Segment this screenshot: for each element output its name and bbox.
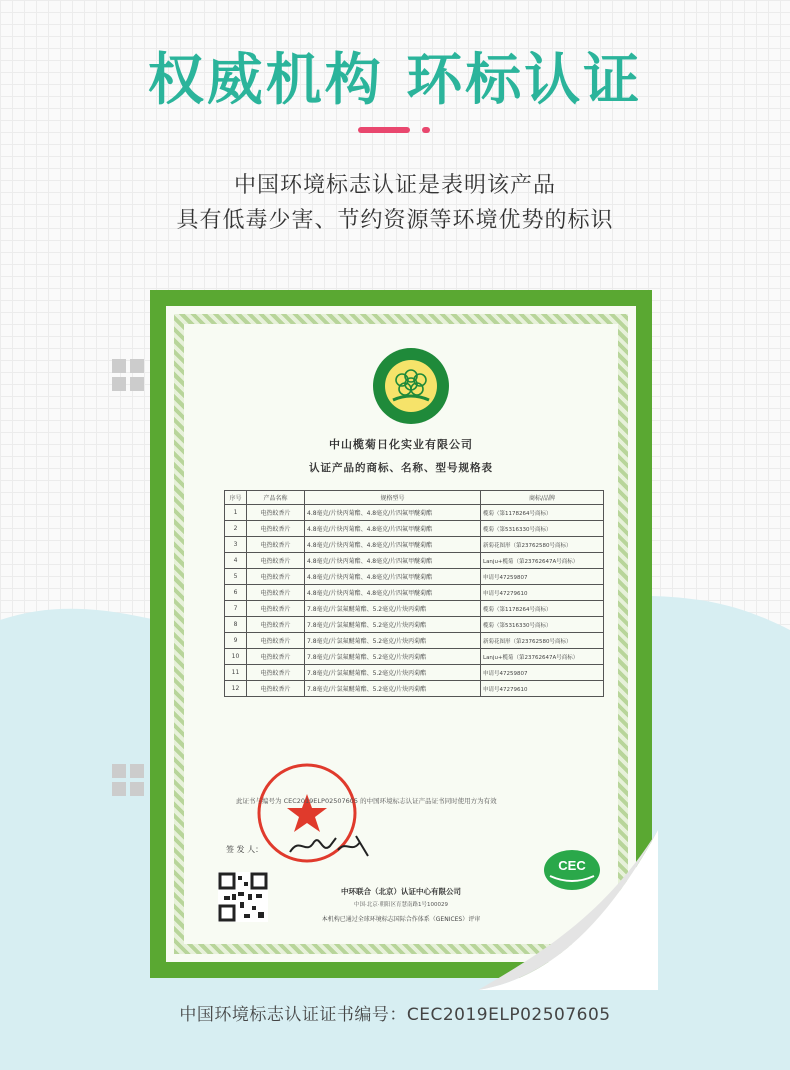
table-row [225,681,604,697]
table-cell: 电热蚊香片 [247,681,305,697]
table-cell: 1 [225,505,247,521]
column-header: 商标/品牌 [481,491,604,505]
table-row [225,521,604,537]
table-cell: 电热蚊香片 [247,633,305,649]
table-row [225,537,604,553]
certificate-caption: 中国环境标志认证证书编号：CEC2019ELP02507605 [179,1005,611,1025]
table-row [225,633,604,649]
issuer-membership: 本机构已通过全球环境标志国际合作体系（GENICES）评审 [321,916,481,923]
table-cell: 7.8毫克/片氯氟醚菊酯、5.2毫克/片炔丙菊酯 [305,617,481,633]
table-cell: 新菊花图形（第23762580号商标） [481,633,604,649]
table-cell: 4.8毫克/片炔丙菊酯、4.8毫克/片四氟甲醚菊酯 [305,585,481,601]
table-cell: 电热蚊香片 [247,569,305,585]
certificate-table [224,490,604,697]
table-cell: 11 [225,665,247,681]
certificate-note: 此证书与编号为 CEC2019ELP02507605 的中国环境标志认证产品证书同时使用方为有效 [236,797,497,805]
table-row [225,569,604,585]
certificate-company: 中山榄菊日化实业有限公司 [329,438,473,451]
table-cell: 3 [225,537,247,553]
table-header-row [225,491,604,505]
table-cell: 4.8毫克/片炔丙菊酯、4.8毫克/片四氟甲醚菊酯 [305,569,481,585]
table-cell: 电热蚊香片 [247,649,305,665]
table-cell: 5 [225,569,247,585]
signer-label: 签 发 人： [226,845,264,854]
table-cell: 电热蚊香片 [247,537,305,553]
table-cell: 电热蚊香片 [247,521,305,537]
table-cell: 7.8毫克/片氯氟醚菊酯、5.2毫克/片炔丙菊酯 [305,665,481,681]
table-cell: Lanju+榄菊（第23762647A号商标） [481,649,604,665]
table-cell: 申请号47279610 [481,585,604,601]
table-cell: 榄菊（第1178264号商标） [481,601,604,617]
table-cell: 4.8毫克/片炔丙菊酯、4.8毫克/片四氟甲醚菊酯 [305,537,481,553]
column-header: 序号 [225,491,247,505]
table-cell: 4.8毫克/片炔丙菊酯、4.8毫克/片四氟甲醚菊酯 [305,521,481,537]
handwritten-signature-icon [286,832,376,860]
table-row [225,601,604,617]
table-row [225,553,604,569]
table-cell: 7.8毫克/片氯氟醚菊酯、5.2毫克/片炔丙菊酯 [305,601,481,617]
table-row [225,665,604,681]
table-cell: 榄菊（第5316330号商标） [481,617,604,633]
table-cell: 电热蚊香片 [247,665,305,681]
subtitle-line-2: 具有低毒少害、节约资源等环境优势的标识 [176,208,614,233]
issuer-name: 中环联合（北京）认证中心有限公司 [341,887,461,896]
cec-label: CEC [558,858,586,873]
table-cell: 新菊花图形（第23762580号商标） [481,537,604,553]
table-cell: 10 [225,649,247,665]
table-cell: 4.8毫克/片炔丙菊酯、4.8毫克/片四氟甲醚菊酯 [305,553,481,569]
table-cell: 电热蚊香片 [247,617,305,633]
issuer-address: 中国·北京·朝阳区育慧南路1号100029 [354,902,448,908]
table-row [225,585,604,601]
table-row [225,505,604,521]
table-cell: 7.8毫克/片氯氟醚菊酯、5.2毫克/片炔丙菊酯 [305,633,481,649]
table-cell: 榄菊（第1178264号商标） [481,505,604,521]
divider-bar [358,127,410,133]
table-cell: 电热蚊香片 [247,553,305,569]
table-cell: 电热蚊香片 [247,505,305,521]
table-cell: 7 [225,601,247,617]
table-cell: 4.8毫克/片炔丙菊酯、4.8毫克/片四氟甲醚菊酯 [305,505,481,521]
table-cell: 6 [225,585,247,601]
table-cell: 2 [225,521,247,537]
table-cell: 12 [225,681,247,697]
table-cell: 电热蚊香片 [247,601,305,617]
table-cell: 4 [225,553,247,569]
table-cell: 7.8毫克/片氯氟醚菊酯、5.2毫克/片炔丙菊酯 [305,681,481,697]
table-row [225,649,604,665]
table-cell: 榄菊（第5316330号商标） [481,521,604,537]
table-row [225,617,604,633]
table-cell: 电热蚊香片 [247,585,305,601]
table-cell: 申请号47279610 [481,681,604,697]
table-cell: 7.8毫克/片氯氟醚菊酯、5.2毫克/片炔丙菊酯 [305,649,481,665]
page-title: 权威机构 环标认证 [147,48,643,113]
certificate-table-title: 认证产品的商标、名称、型号规格表 [309,462,493,474]
environmental-label-logo-icon [371,346,451,426]
column-header: 规格型号 [305,491,481,505]
table-cell: 9 [225,633,247,649]
divider-dot [422,127,430,133]
table-cell: 申请号47259807 [481,665,604,681]
column-header: 产品名称 [247,491,305,505]
page-curl [478,830,658,990]
table-cell: Lanju+榄菊（第23762647A号商标） [481,553,604,569]
table-cell: 申请号47259807 [481,569,604,585]
table-cell: 8 [225,617,247,633]
subtitle-line-1: 中国环境标志认证是表明该产品 [233,173,556,198]
